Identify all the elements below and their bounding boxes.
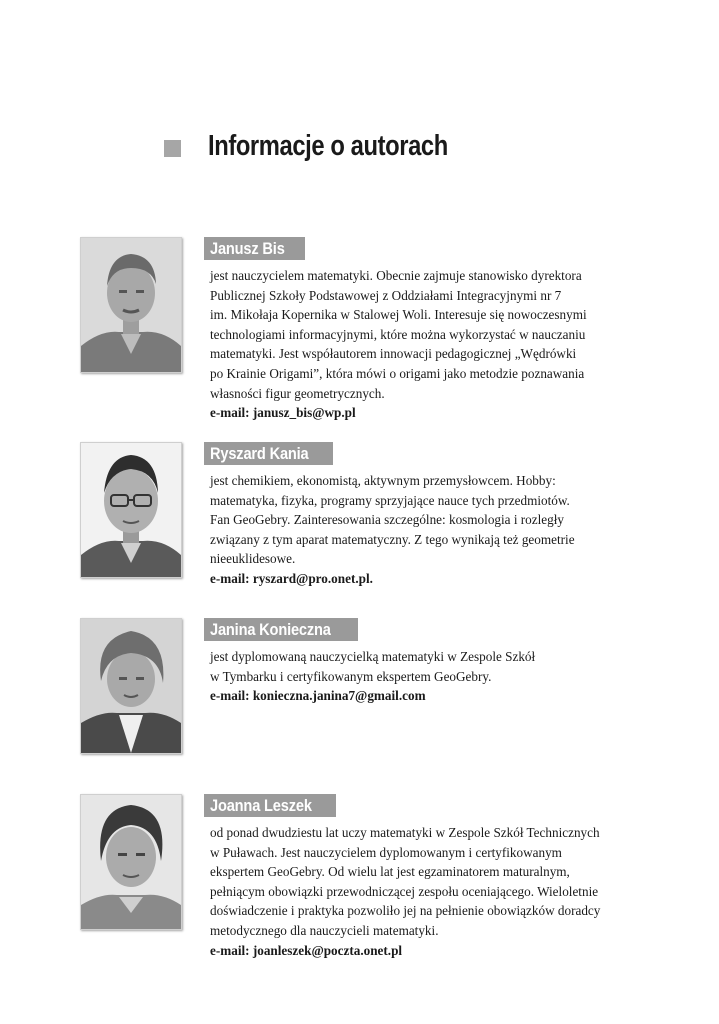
author-bio: jest chemikiem, ekonomistą, aktywnym przemysłowcem. Hobby: matematyka, fizyka, programy sprzyjające nauce tych przedmiotów. Fan GeoGebry. Zainteresowania szczególne: kosmologia i rozległy związany z tym aparat matematyczny. Z tego wynikają też geometrie nieeuklidesowe. — [210, 473, 575, 567]
author-email: e-mail: joanleszek@poczta.onet.pl — [210, 942, 403, 958]
page-heading — [164, 130, 500, 163]
page-title: Informacje o autorach — [208, 130, 448, 162]
author-email: e-mail: ryszard@pro.onet.pl. — [210, 570, 373, 586]
author-email: e-mail: konieczna.janina7@gmail.com — [210, 688, 426, 704]
author-email: e-mail: janusz_bis@wp.pl — [210, 405, 356, 421]
heading-square-icon — [164, 140, 181, 157]
author-bio: od ponad dwudziestu lat uczy matematyki w Zespole Szkół Technicznych w Puławach. Jest nauczycielem dyplomowanym i certyfikowanym ekspertem GeoGebry. Od wielu lat jest egzaminatorem maturalnym, pełniącym obowiązki przewodniczącej zespołu oceniającego. Wieloletnie doświadczenie i praktyka pozwoliło jej na pełnienie obowiązków doradcy metodycznego dla nauczycieli matematyki. — [210, 825, 601, 938]
author-photo — [80, 237, 182, 373]
author-photo — [80, 618, 182, 754]
author-photo — [80, 442, 182, 578]
author-photo — [80, 794, 182, 930]
author-name: Ryszard Kania — [204, 442, 333, 465]
author-bio: jest dyplomowaną nauczycielką matematyki w Zespole Szkół w Tymbarku i certyfikowanym ekspertem GeoGebry. — [210, 649, 536, 684]
author-bio: jest nauczycielem matematyki. Obecnie zajmuje stanowisko dyrektora Publicznej Szkoły Podstawowej z Oddziałami Integracyjnymi nr 7 im. Mikołaja Kopernika w Stalowej Woli. Interesuje się nowoczesnymi technologiami informacyjnymi, które można wykorzystać w nauczaniu matematyki. Jest współautorem innowacji pedagogicznej „Wędrówki po Krainie Origami”, która mówi o origami jako metodzie poznawania własności figur geometrycznych. — [210, 268, 587, 401]
author-name: Janina Konieczna — [204, 618, 358, 641]
author-name: Janusz Bis — [204, 237, 305, 260]
author-name: Joanna Leszek — [204, 794, 336, 817]
